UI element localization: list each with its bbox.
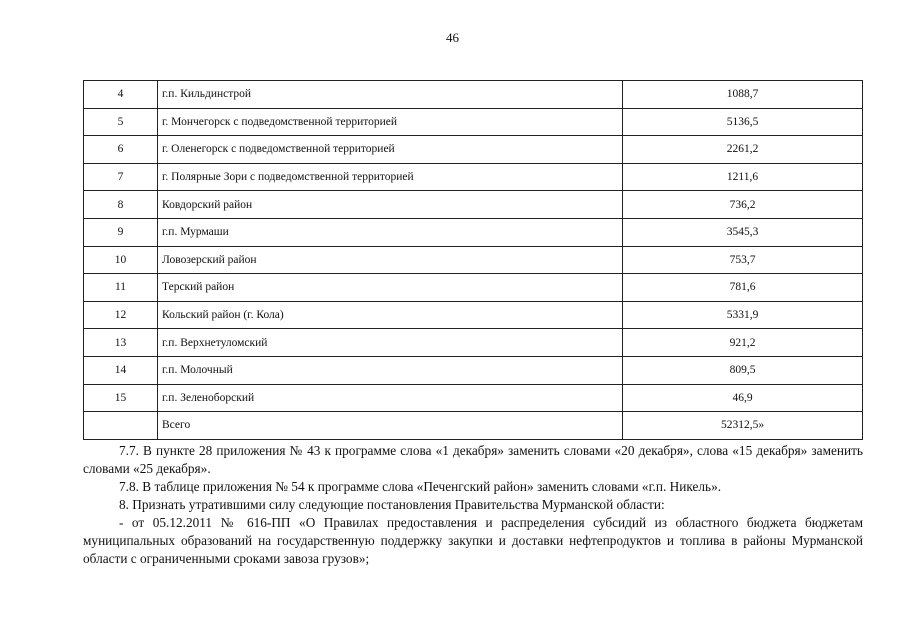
row-name: г. Оленегорск с подведомственной территорией — [158, 136, 623, 164]
table-row — [84, 384, 863, 412]
document-text — [83, 442, 863, 568]
row-number: 6 — [84, 136, 158, 164]
row-number: 5 — [84, 108, 158, 136]
paragraph-7-8: 7.8. В таблице приложения № 54 к программе слова «Печенгский район» заменить словами «г.п. Никель». — [119, 479, 722, 494]
row-value: 46,9 — [623, 384, 863, 412]
table-row — [84, 108, 863, 136]
row-number: 9 — [84, 218, 158, 246]
row-number: 10 — [84, 246, 158, 274]
row-value: 781,6 — [623, 274, 863, 302]
table-row — [84, 81, 863, 109]
row-name: Всего — [158, 412, 623, 440]
row-name: Терский район — [158, 274, 623, 302]
row-value: 1211,6 — [623, 163, 863, 191]
row-name: г. Мончегорск с подведомственной территорией — [158, 108, 623, 136]
paragraph-8: 8. Признать утратившими силу следующие постановления Правительства Мурманской области: — [119, 497, 665, 512]
row-number: 14 — [84, 356, 158, 384]
row-value: 1088,7 — [623, 81, 863, 109]
table-row — [84, 246, 863, 274]
row-name: г.п. Кильдинстрой — [158, 81, 623, 109]
row-value: 2261,2 — [623, 136, 863, 164]
row-value: 809,5 — [623, 356, 863, 384]
row-name: Кольский район (г. Кола) — [158, 301, 623, 329]
row-number: 15 — [84, 384, 158, 412]
row-value: 921,2 — [623, 329, 863, 357]
row-value: 5331,9 — [623, 301, 863, 329]
row-value: 3545,3 — [623, 218, 863, 246]
row-name: г.п. Мурмаши — [158, 218, 623, 246]
row-value: 5136,5 — [623, 108, 863, 136]
row-value: 736,2 — [623, 191, 863, 219]
table-row — [84, 329, 863, 357]
row-number: 4 — [84, 81, 158, 109]
table-total-row — [84, 412, 863, 440]
row-name: Ковдорский район — [158, 191, 623, 219]
table-row — [84, 356, 863, 384]
row-name: г. Полярные Зори с подведомственной территорией — [158, 163, 623, 191]
row-number: 12 — [84, 301, 158, 329]
page-number: 46 — [446, 30, 459, 45]
table-row — [84, 191, 863, 219]
row-name: г.п. Зеленоборский — [158, 384, 623, 412]
paragraph-8-item-1: - от 05.12.2011 № 616-ПП «О Правилах предоставления и распределения субсидий из областного бюджета бюджетам муниципальных образований на государственную поддержку закупки и доставки нефтепродуктов и топлива в районы Мурманской области с ограниченными сроками завоза грузов»; — [83, 515, 863, 566]
row-number: 13 — [84, 329, 158, 357]
table-row — [84, 274, 863, 302]
table-row — [84, 163, 863, 191]
row-number — [84, 412, 158, 440]
row-value: 753,7 — [623, 246, 863, 274]
row-number: 8 — [84, 191, 158, 219]
table-row — [84, 218, 863, 246]
row-number: 7 — [84, 163, 158, 191]
row-value: 52312,5» — [623, 412, 863, 440]
row-name: Ловозерский район — [158, 246, 623, 274]
table-row — [84, 136, 863, 164]
row-name: г.п. Молочный — [158, 356, 623, 384]
table-row — [84, 301, 863, 329]
table-body — [84, 81, 863, 440]
row-name: г.п. Верхнетуломский — [158, 329, 623, 357]
allocation-table — [83, 80, 863, 440]
row-number: 11 — [84, 274, 158, 302]
paragraph-7-7: 7.7. В пункте 28 приложения № 43 к программе слова «1 декабря» заменить словами «20 декабря», слова «15 декабря» заменить словами «25 декабря». — [83, 443, 863, 476]
